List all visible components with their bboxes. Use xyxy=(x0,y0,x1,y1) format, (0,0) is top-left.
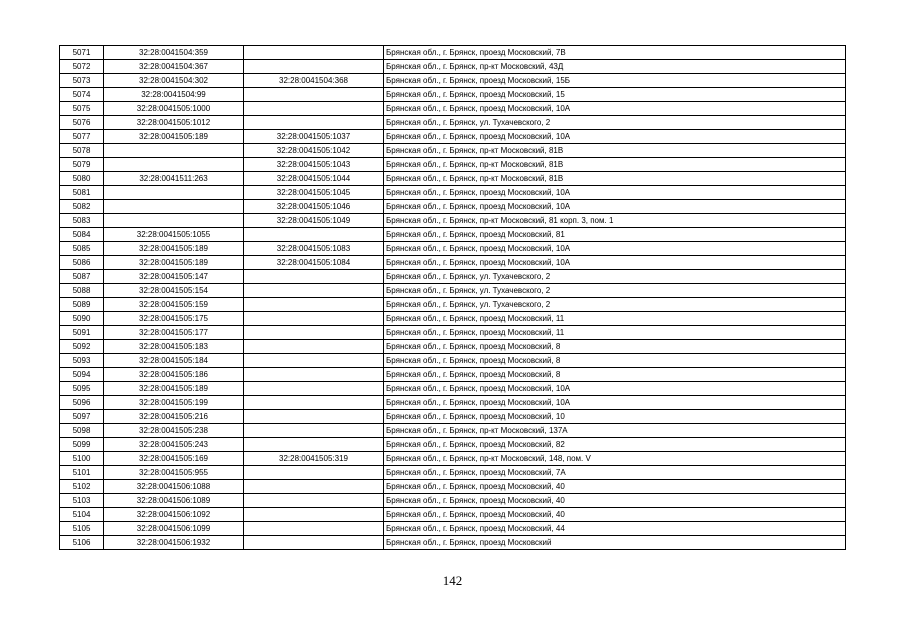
table-row xyxy=(60,116,846,130)
row-number-cell: 5088 xyxy=(60,284,104,298)
table-row xyxy=(60,354,846,368)
row-number-cell: 5095 xyxy=(60,382,104,396)
related-cadastral-number-cell: 32:28:0041505:1083 xyxy=(244,242,384,256)
cadastral-number-cell xyxy=(104,158,244,172)
related-cadastral-number-cell: 32:28:0041505:1049 xyxy=(244,214,384,228)
table-row xyxy=(60,256,846,270)
table-row xyxy=(60,46,846,60)
table-row xyxy=(60,172,846,186)
cadastral-number-cell: 32:28:0041505:147 xyxy=(104,270,244,284)
row-number-cell: 5098 xyxy=(60,424,104,438)
address-cell: Брянская обл., г. Брянск, проезд Московский, 7В xyxy=(384,46,846,60)
row-number-cell: 5089 xyxy=(60,298,104,312)
related-cadastral-number-cell xyxy=(244,46,384,60)
page-number: 142 xyxy=(442,573,463,588)
related-cadastral-number-cell xyxy=(244,298,384,312)
related-cadastral-number-cell: 32:28:0041505:1044 xyxy=(244,172,384,186)
table-row xyxy=(60,102,846,116)
address-cell: Брянская обл., г. Брянск, проезд Московский, 10А xyxy=(384,102,846,116)
row-number-cell: 5102 xyxy=(60,480,104,494)
related-cadastral-number-cell xyxy=(244,382,384,396)
related-cadastral-number-cell xyxy=(244,508,384,522)
address-cell: Брянская обл., г. Брянск, проезд Московский, 10А xyxy=(384,242,846,256)
row-number-cell: 5104 xyxy=(60,508,104,522)
table-row xyxy=(60,312,846,326)
cadastral-number-cell: 32:28:0041505:1012 xyxy=(104,116,244,130)
row-number-cell: 5075 xyxy=(60,102,104,116)
related-cadastral-number-cell: 32:28:0041505:1042 xyxy=(244,144,384,158)
address-cell: Брянская обл., г. Брянск, проезд Московский, 8 xyxy=(384,368,846,382)
table-row xyxy=(60,74,846,88)
related-cadastral-number-cell xyxy=(244,102,384,116)
row-number-cell: 5082 xyxy=(60,200,104,214)
related-cadastral-number-cell xyxy=(244,410,384,424)
cadastral-number-cell: 32:28:0041505:199 xyxy=(104,396,244,410)
address-cell: Брянская обл., г. Брянск, проезд Московский, 10А xyxy=(384,186,846,200)
related-cadastral-number-cell: 32:28:0041505:1043 xyxy=(244,158,384,172)
cadastral-number-cell: 32:28:0041504:99 xyxy=(104,88,244,102)
row-number-cell: 5073 xyxy=(60,74,104,88)
related-cadastral-number-cell xyxy=(244,116,384,130)
address-cell: Брянская обл., г. Брянск, проезд Московский, 10А xyxy=(384,382,846,396)
row-number-cell: 5079 xyxy=(60,158,104,172)
address-cell: Брянская обл., г. Брянск, проезд Московский, 10 xyxy=(384,410,846,424)
table-row xyxy=(60,326,846,340)
cadastral-number-cell: 32:28:0041506:1092 xyxy=(104,508,244,522)
row-number-cell: 5103 xyxy=(60,494,104,508)
cadastral-number-cell: 32:28:0041505:1055 xyxy=(104,228,244,242)
cadastral-number-cell: 32:28:0041504:359 xyxy=(104,46,244,60)
cadastral-number-cell: 32:28:0041505:169 xyxy=(104,452,244,466)
cadastral-number-cell xyxy=(104,200,244,214)
address-cell: Брянская обл., г. Брянск, пр-кт Московский, 81В xyxy=(384,158,846,172)
table-row xyxy=(60,536,846,550)
table-row xyxy=(60,494,846,508)
related-cadastral-number-cell xyxy=(244,60,384,74)
table-row xyxy=(60,424,846,438)
related-cadastral-number-cell: 32:28:0041505:1037 xyxy=(244,130,384,144)
related-cadastral-number-cell: 32:28:0041505:1046 xyxy=(244,200,384,214)
address-cell: Брянская обл., г. Брянск, проезд Московский, 40 xyxy=(384,494,846,508)
cadastral-number-cell: 32:28:0041505:186 xyxy=(104,368,244,382)
row-number-cell: 5105 xyxy=(60,522,104,536)
cadastral-number-cell xyxy=(104,144,244,158)
related-cadastral-number-cell xyxy=(244,522,384,536)
table-row xyxy=(60,284,846,298)
row-number-cell: 5100 xyxy=(60,452,104,466)
table-row xyxy=(60,466,846,480)
address-cell: Брянская обл., г. Брянск, проезд Московский xyxy=(384,536,846,550)
table-row xyxy=(60,508,846,522)
row-number-cell: 5084 xyxy=(60,228,104,242)
address-cell: Брянская обл., г. Брянск, ул. Тухачевского, 2 xyxy=(384,270,846,284)
cadastral-number-cell: 32:28:0041505:184 xyxy=(104,354,244,368)
cadastral-number-cell: 32:28:0041505:238 xyxy=(104,424,244,438)
table-row xyxy=(60,480,846,494)
row-number-cell: 5090 xyxy=(60,312,104,326)
cadastral-number-cell: 32:28:0041505:189 xyxy=(104,130,244,144)
cadastral-number-cell: 32:28:0041505:1000 xyxy=(104,102,244,116)
address-cell: Брянская обл., г. Брянск, проезд Московский, 10А xyxy=(384,130,846,144)
address-cell: Брянская обл., г. Брянск, проезд Московский, 8 xyxy=(384,340,846,354)
row-number-cell: 5081 xyxy=(60,186,104,200)
address-cell: Брянская обл., г. Брянск, пр-кт Московский, 148, пом. V xyxy=(384,452,846,466)
related-cadastral-number-cell xyxy=(244,270,384,284)
related-cadastral-number-cell xyxy=(244,466,384,480)
row-number-cell: 5078 xyxy=(60,144,104,158)
cadastral-number-cell: 32:28:0041505:159 xyxy=(104,298,244,312)
related-cadastral-number-cell: 32:28:0041505:1045 xyxy=(244,186,384,200)
address-cell: Брянская обл., г. Брянск, пр-кт Московский, 81 корп. 3, пом. 1 xyxy=(384,214,846,228)
cadastral-number-cell: 32:28:0041504:302 xyxy=(104,74,244,88)
cadastral-number-cell: 32:28:0041505:955 xyxy=(104,466,244,480)
address-cell: Брянская обл., г. Брянск, проезд Московский, 10А xyxy=(384,256,846,270)
row-number-cell: 5099 xyxy=(60,438,104,452)
address-cell: Брянская обл., г. Брянск, ул. Тухачевского, 2 xyxy=(384,298,846,312)
related-cadastral-number-cell: 32:28:0041505:1084 xyxy=(244,256,384,270)
table-row xyxy=(60,522,846,536)
row-number-cell: 5085 xyxy=(60,242,104,256)
related-cadastral-number-cell xyxy=(244,480,384,494)
related-cadastral-number-cell xyxy=(244,284,384,298)
address-cell: Брянская обл., г. Брянск, пр-кт Московский, 137А xyxy=(384,424,846,438)
row-number-cell: 5077 xyxy=(60,130,104,144)
table-row xyxy=(60,200,846,214)
address-cell: Брянская обл., г. Брянск, проезд Московский, 15Б xyxy=(384,74,846,88)
address-cell: Брянская обл., г. Брянск, проезд Московский, 82 xyxy=(384,438,846,452)
address-cell: Брянская обл., г. Брянск, проезд Московский, 40 xyxy=(384,480,846,494)
related-cadastral-number-cell: 32:28:0041504:368 xyxy=(244,74,384,88)
cadastral-number-cell: 32:28:0041506:1932 xyxy=(104,536,244,550)
related-cadastral-number-cell xyxy=(244,326,384,340)
table-row xyxy=(60,382,846,396)
table-row xyxy=(60,368,846,382)
table-row xyxy=(60,242,846,256)
address-cell: Брянская обл., г. Брянск, проезд Московский, 10А xyxy=(384,200,846,214)
cadastral-number-cell: 32:28:0041506:1088 xyxy=(104,480,244,494)
related-cadastral-number-cell xyxy=(244,536,384,550)
row-number-cell: 5086 xyxy=(60,256,104,270)
row-number-cell: 5074 xyxy=(60,88,104,102)
address-cell: Брянская обл., г. Брянск, проезд Московский, 11 xyxy=(384,326,846,340)
table-row xyxy=(60,88,846,102)
cadastral-number-cell xyxy=(104,214,244,228)
address-cell: Брянская обл., г. Брянск, проезд Московский, 7А xyxy=(384,466,846,480)
address-cell: Брянская обл., г. Брянск, пр-кт Московский, 81В xyxy=(384,172,846,186)
table-row xyxy=(60,186,846,200)
row-number-cell: 5072 xyxy=(60,60,104,74)
cadastral-number-cell: 32:28:0041505:243 xyxy=(104,438,244,452)
table-row xyxy=(60,340,846,354)
table-row xyxy=(60,158,846,172)
row-number-cell: 5080 xyxy=(60,172,104,186)
table-row xyxy=(60,452,846,466)
related-cadastral-number-cell xyxy=(244,228,384,242)
row-number-cell: 5076 xyxy=(60,116,104,130)
row-number-cell: 5097 xyxy=(60,410,104,424)
address-cell: Брянская обл., г. Брянск, проезд Московский, 81 xyxy=(384,228,846,242)
row-number-cell: 5087 xyxy=(60,270,104,284)
address-cell: Брянская обл., г. Брянск, проезд Московский, 11 xyxy=(384,312,846,326)
cadastral-number-cell: 32:28:0041505:175 xyxy=(104,312,244,326)
cadastral-number-cell: 32:28:0041504:367 xyxy=(104,60,244,74)
related-cadastral-number-cell: 32:28:0041505:319 xyxy=(244,452,384,466)
related-cadastral-number-cell xyxy=(244,354,384,368)
address-cell: Брянская обл., г. Брянск, проезд Московский, 15 xyxy=(384,88,846,102)
related-cadastral-number-cell xyxy=(244,396,384,410)
address-cell: Брянская обл., г. Брянск, проезд Московский, 10А xyxy=(384,396,846,410)
address-cell: Брянская обл., г. Брянск, пр-кт Московский, 81В xyxy=(384,144,846,158)
related-cadastral-number-cell xyxy=(244,88,384,102)
table-body xyxy=(60,46,846,550)
table-row xyxy=(60,144,846,158)
cadastral-number-cell xyxy=(104,186,244,200)
cadastral-number-cell: 32:28:0041505:189 xyxy=(104,256,244,270)
cadastral-number-cell: 32:28:0041505:177 xyxy=(104,326,244,340)
table-row xyxy=(60,396,846,410)
related-cadastral-number-cell xyxy=(244,424,384,438)
row-number-cell: 5106 xyxy=(60,536,104,550)
related-cadastral-number-cell xyxy=(244,494,384,508)
table-row xyxy=(60,60,846,74)
table-row xyxy=(60,130,846,144)
row-number-cell: 5101 xyxy=(60,466,104,480)
row-number-cell: 5093 xyxy=(60,354,104,368)
row-number-cell: 5092 xyxy=(60,340,104,354)
cadastral-number-cell: 32:28:0041505:189 xyxy=(104,242,244,256)
cadastral-number-cell: 32:28:0041505:154 xyxy=(104,284,244,298)
cadastral-number-cell: 32:28:0041506:1089 xyxy=(104,494,244,508)
table-row xyxy=(60,438,846,452)
table-row xyxy=(60,410,846,424)
table-row xyxy=(60,270,846,284)
cadastral-number-cell: 32:28:0041511:263 xyxy=(104,172,244,186)
row-number-cell: 5091 xyxy=(60,326,104,340)
cadastral-number-cell: 32:28:0041505:183 xyxy=(104,340,244,354)
address-cell: Брянская обл., г. Брянск, проезд Московский, 40 xyxy=(384,508,846,522)
data-table xyxy=(59,45,846,550)
address-cell: Брянская обл., г. Брянск, проезд Московский, 44 xyxy=(384,522,846,536)
address-cell: Брянская обл., г. Брянск, ул. Тухачевского, 2 xyxy=(384,116,846,130)
cadastral-number-cell: 32:28:0041505:189 xyxy=(104,382,244,396)
table-row xyxy=(60,228,846,242)
related-cadastral-number-cell xyxy=(244,312,384,326)
table-row xyxy=(60,298,846,312)
cadastral-number-cell: 32:28:0041505:216 xyxy=(104,410,244,424)
address-cell: Брянская обл., г. Брянск, проезд Московский, 8 xyxy=(384,354,846,368)
cadastral-number-cell: 32:28:0041506:1099 xyxy=(104,522,244,536)
row-number-cell: 5096 xyxy=(60,396,104,410)
related-cadastral-number-cell xyxy=(244,340,384,354)
row-number-cell: 5083 xyxy=(60,214,104,228)
table-row xyxy=(60,214,846,228)
row-number-cell: 5071 xyxy=(60,46,104,60)
row-number-cell: 5094 xyxy=(60,368,104,382)
related-cadastral-number-cell xyxy=(244,438,384,452)
address-cell: Брянская обл., г. Брянск, пр-кт Московский, 43Д xyxy=(384,60,846,74)
related-cadastral-number-cell xyxy=(244,368,384,382)
address-cell: Брянская обл., г. Брянск, ул. Тухачевского, 2 xyxy=(384,284,846,298)
